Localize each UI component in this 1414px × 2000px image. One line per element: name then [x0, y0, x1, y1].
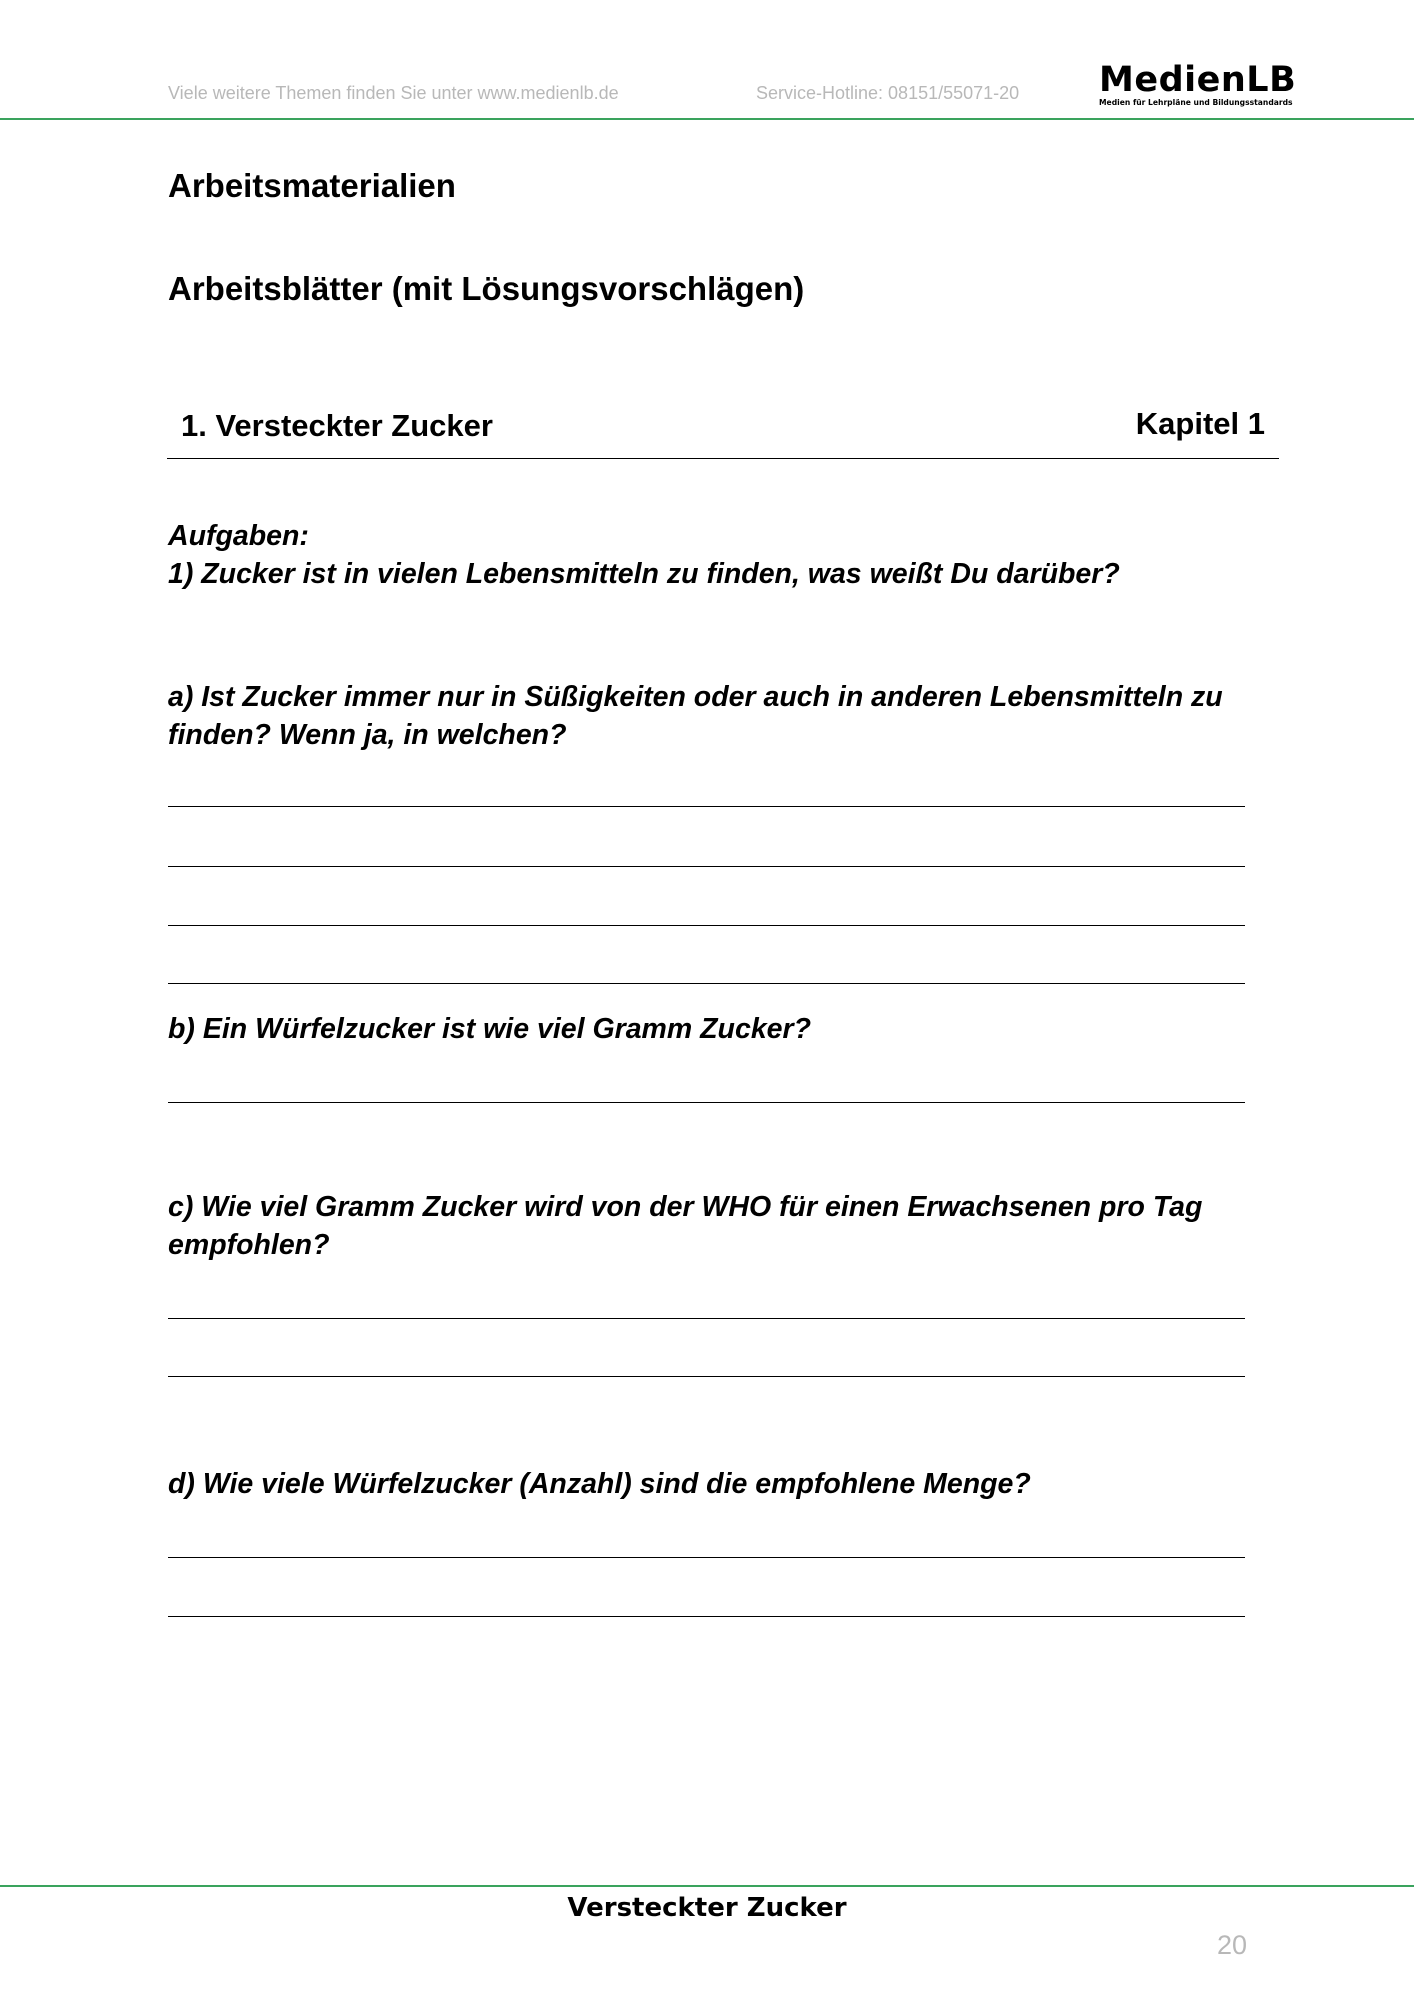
question-c: c) Wie viel Gramm Zucker wird von der WHO für einen Erwachsenen pro Tag empfohlen?: [168, 1191, 1203, 1261]
chapter-label: Kapitel 1: [1135, 406, 1265, 441]
answer-line[interactable]: [168, 1102, 1245, 1103]
answer-line[interactable]: [168, 1376, 1245, 1377]
logo-wordmark: MedienLB: [1099, 60, 1297, 100]
answer-line[interactable]: [168, 983, 1245, 984]
answer-line[interactable]: [168, 925, 1245, 926]
page-number: 20: [1217, 1930, 1248, 1960]
answer-line[interactable]: [168, 1557, 1245, 1558]
answer-line[interactable]: [168, 866, 1245, 867]
question-d: d) Wie viele Würfelzucker (Anzahl) sind die empfohlene Menge?: [168, 1468, 1031, 1500]
answer-line[interactable]: [168, 1616, 1245, 1617]
question-a: a) Ist Zucker immer nur in Süßigkeiten oder auch in anderen Lebensmitteln zu finden? Wenn ja, in welchen?: [168, 681, 1223, 751]
header-hotline-text: Service-Hotline: 08151/55071-20: [756, 83, 1020, 103]
question-b: b) Ein Würfelzucker ist wie viel Gramm Zucker?: [168, 1013, 812, 1045]
footer-title: Versteckter Zucker: [567, 1893, 847, 1923]
medienlb-logo: [1099, 60, 1297, 107]
section-divider: [167, 458, 1279, 459]
page-subtitle: Arbeitsblätter (mit Lösungsvorschlägen): [168, 270, 805, 307]
header-divider: [0, 118, 1414, 120]
page-title: Arbeitsmaterialien: [168, 167, 456, 204]
answer-line[interactable]: [168, 806, 1245, 807]
section-title: 1. Versteckter Zucker: [181, 408, 493, 443]
footer-divider: [0, 1885, 1414, 1887]
header-website-text: Viele weitere Themen finden Sie unter www.medienlb.de: [168, 83, 619, 103]
logo-subtitle: Medien für Lehrpläne und Bildungsstandards: [1099, 98, 1293, 107]
tasks-label: Aufgaben:: [168, 520, 309, 552]
task-1: 1) Zucker ist in vielen Lebensmitteln zu finden, was weißt Du darüber?: [168, 558, 1120, 590]
answer-line[interactable]: [168, 1318, 1245, 1319]
